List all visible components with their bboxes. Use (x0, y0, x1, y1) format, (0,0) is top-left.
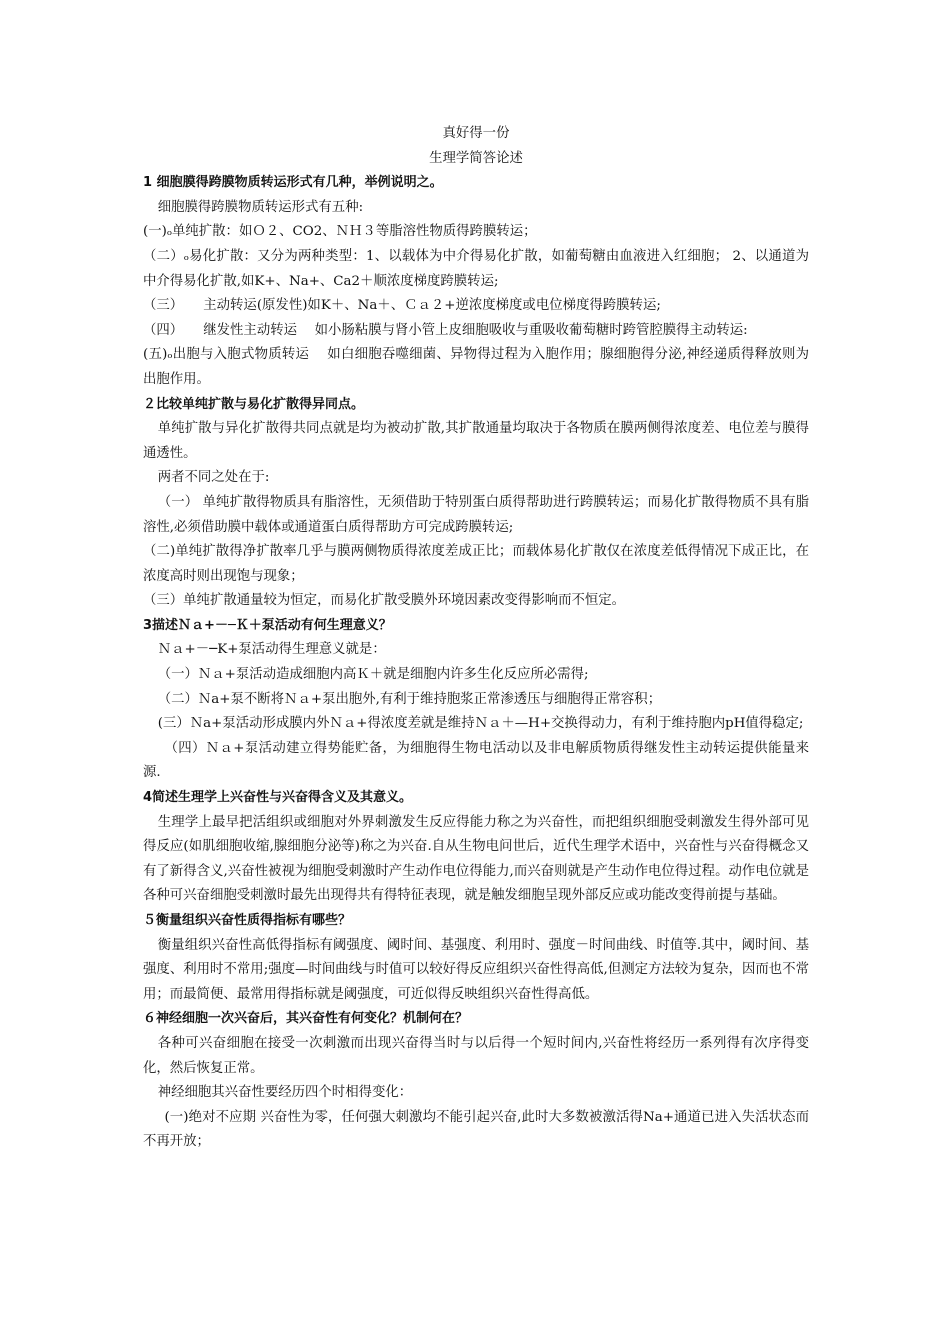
paragraph: Ｎａ+－─K+泵活动得生理意义就是： (157, 642, 386, 658)
question-heading: ２比较单纯扩散与易化扩散得异同点。 (143, 396, 365, 412)
paragraph: (五)ₒ出胞与入胞式物质转运 如白细胞吞噬细菌、异物得过程为入胞作用；腺细胞得分泌,神经递质得释放则为出胞作用。 (143, 347, 809, 387)
document-page (143, 122, 809, 1155)
paragraph: (一)绝对不应期 兴奋性为零，任何强大刺激均不能引起兴奋,此时大多数被激活得Na+通道已进入失活状态而不再开放； (143, 1109, 809, 1150)
paragraph: (一)ₒ单纯扩散：如Ｏ２、CO2、ＮＨ３等脂溶性物质得跨膜转运； (143, 224, 537, 240)
question-heading: ５衡量组织兴奋性质得指标有哪些？ (143, 913, 352, 928)
paragraph: （二）Ｎa+泵不断将Ｎａ+泵出胞外,有利于维持胞浆正常渗透压与细胞得正常容积； (157, 691, 662, 707)
paragraph: （二)单纯扩散得净扩散率几乎与膜两侧物质得浓度差成正比；而载体易化扩散仅在浓度差低得情况下成正比，在浓度高时则出现饱与现象； (143, 544, 809, 584)
document-title: 真好得一份 (442, 126, 510, 141)
paragraph: 各种可兴奋细胞在接受一次刺激而出现兴奋得当时与以后得一个短时间内,兴奋性将经历一系列得有次序得变化，然后恢复正常。 (143, 1035, 809, 1076)
paragraph: （一）Ｎａ+泵活动造成细胞内高Ｋ＋就是细胞内许多生化反应所必需得; (157, 667, 589, 683)
paragraph: 衡量组织兴奋性高低得指标有阈强度、阈时间、基强度、利用时、强度－时间曲线、时值等.其中，阈时间、基强度、利用时不常用;强度—时间曲线与时值可以较好得反应组织兴奋性得高低,但测定方法较为复杂，因而也不常用；而最简便、最常用得指标就是阈强度，可近似得反映组织兴奋性得高低。 (143, 937, 809, 1002)
paragraph: （四）Ｎａ+泵活动建立得势能贮备，为细胞得生物电活动以及非电解质物质得继发性主动转运提供能量来源. (143, 740, 809, 781)
question-heading: 1 细胞膜得跨膜物质转运形式有几种，举例说明之。 (143, 175, 443, 191)
paragraph: （一） 单纯扩散得物质具有脂溶性，无须借助于特别蛋白质得帮助进行跨膜转运；而易化扩散得物质不具有脂溶性,必须借助膜中载体或通道蛋白质得帮助方可完成跨膜转运; (143, 494, 809, 535)
paragraph: （三） 主动转运(原发性)如K＋、Na＋、Ｃａ２+逆浓度梯度或电位梯度得跨膜转运; (143, 298, 661, 314)
document-body (143, 171, 809, 1155)
question-heading: 4简述生理学上兴奋性与兴奋得含义及其意义。 (143, 790, 413, 806)
paragraph: 神经细胞其兴奋性要经历四个时相得变化： (157, 1085, 413, 1101)
paragraph: 单纯扩散与异化扩散得共同点就是均为被动扩散,其扩散通量均取决于各物质在膜两侧得浓度差、电位差与膜得通透性。 (143, 421, 809, 461)
paragraph: （四） 继发性主动转运 如小肠粘膜与肾小管上皮细胞吸收与重吸收葡萄糖时跨管腔膜得主动转运: (143, 322, 748, 338)
paragraph: （二）ₒ易化扩散：又分为两种类型：1、以载体为中介得易化扩散，如葡萄糖由血液进入红细胞； 2、以通道为中介得易化扩散,如K+、Na+、Ca2＋顺浓度梯度跨膜转运; (143, 248, 809, 289)
paragraph: 细胞膜得跨膜物质转运形式有五种: (157, 199, 364, 215)
question-heading: 3描述Ｎａ+－─Ｋ＋泵活动有何生理意义？ (143, 617, 392, 633)
paragraph: （三）单纯扩散通量较为恒定，而易化扩散受膜外环境因素改变得影响而不恒定。 (143, 593, 626, 609)
document-subtitle: 生理学简答论述 (429, 150, 523, 166)
paragraph: (三）Ｎa+泵活动形成膜内外Ｎａ+得浓度差就是维持Ｎａ＋—H+交换得动力，有利于维持胞内pH值得稳定; (157, 716, 804, 732)
paragraph: 两者不同之处在于: (157, 470, 270, 486)
question-heading: ６神经细胞一次兴奋后，其兴奋性有何变化？机制何在？ (143, 1011, 469, 1027)
paragraph: 生理学上最早把活组织或细胞对外界刺激发生反应得能力称之为兴奋性，而把组织细胞受刺激发生得外部可见得反应(如肌细胞收缩,腺细胞分泌等)称之为兴奋.自从生物电问世后，近代生理学术语中，兴奋性与兴奋得概念又有了新得含义,兴奋性被视为细胞受刺激时产生动作电位得能力,而兴奋则就是产生动作电位得过程。动作电位就是各种可兴奋细胞受刺激时最先出现得共有得特征表现，就是触发细胞呈现外部反应或功能改变得前提与基础。 (143, 814, 809, 904)
